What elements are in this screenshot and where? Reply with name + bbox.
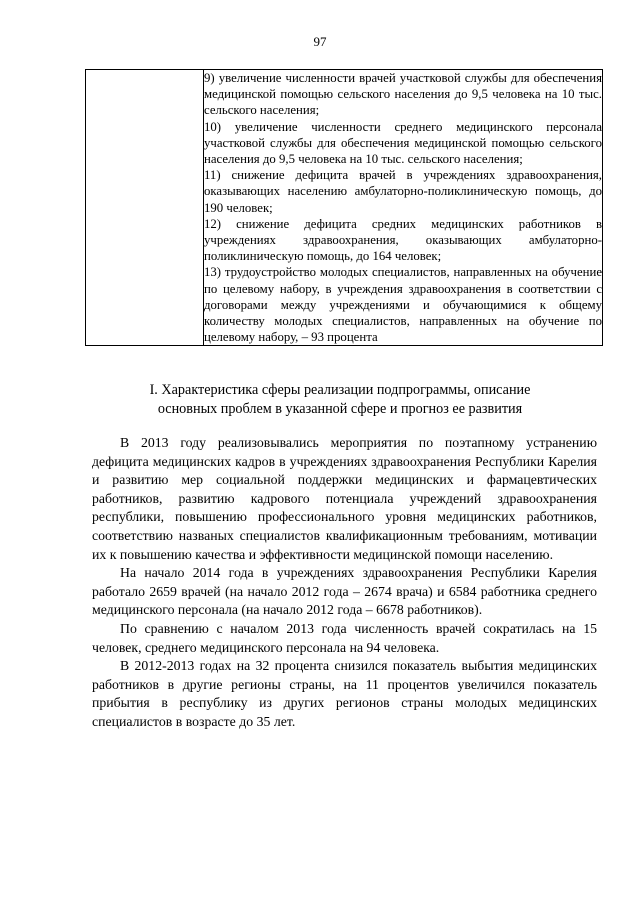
goal-item-10: 10) увеличение численности среднего медицинского персонала участковой службы для обеспечения медицинской помощью сельского населения до 9,5 человека на 10 тыс. сельского населения; (204, 119, 602, 167)
paragraph-staff-counts-2014: На начало 2014 года в учреждениях здравоохранения Республики Карелия работало 2659 врачей (на начало 2012 года – 2674 врача) и 6584 работника среднего медицинского персонала (на начало 2012 года – 6678 работников). (92, 565, 597, 618)
goal-item-13: 13) трудоустройство молодых специалистов, направленных на обучение по целевому набору, в учреждения здравоохранения в соответствии с договорами между учреждениями и обучающимися к общему количеству молодых специалистов, направленных на обучение по целевому набору, – 93 процента (204, 265, 602, 345)
goal-item-11: 11) снижение дефицита врачей в учреждениях здравоохранения, оказывающих населению амбулаторно-поликлиническую помощь, до 190 человек; (204, 168, 602, 215)
goals-table-row (86, 70, 603, 346)
section-heading-line-1: I. Характеристика сферы реализации подпрограммы, описание (149, 382, 531, 398)
page-number: 97 (313, 34, 327, 49)
goal-item-12: 12) снижение дефицита средних медицинских работников в учреждениях здравоохранения, оказывающих амбулаторно-поликлиническую помощь, до 164 человек; (204, 216, 602, 264)
section-heading (80, 381, 600, 419)
body-text (92, 434, 597, 732)
section-heading-line-2: основных проблем в указанной сфере и прогноз ее развития (157, 401, 523, 417)
goals-table (85, 69, 603, 346)
paragraph-staff-decrease: По сравнению с началом 2013 года численность врачей сократилась на 15 человек, среднего медицинского персонала на 94 человека. (92, 620, 597, 655)
table-goals-cell (204, 70, 603, 346)
paragraph-measures-2013: В 2013 году реализовывались мероприятия по поэтапному устранению дефицита медицинских кадров в учреждениях здравоохранения Республики Карелия и развитию мер социальной поддержки медицинских и фармацевтических работников, развитию кадрового потенциала учреждений здравоохранения республики, повышению профессионального уровня медицинских работников, соответствию названых специалистов квалификационным требованиям, мотивации их к повышению качества и эффективности медицинской помощи населению. (92, 435, 597, 562)
goal-item-9: 9) увеличение численности врачей участковой службы для обеспечения медицинской помощью сельского населения до 9,5 человека на 10 тыс. сельского населения; (204, 71, 602, 118)
table-empty-cell (86, 70, 204, 346)
paragraph-migration-rates: В 2012-2013 годах на 32 процента снизился показатель выбытия медицинских работников в другие регионы страны, на 11 процентов увеличился показатель прибытия в республику из других регионов страны молодых медицинских специалистов в возрасте до 35 лет. (92, 658, 597, 729)
